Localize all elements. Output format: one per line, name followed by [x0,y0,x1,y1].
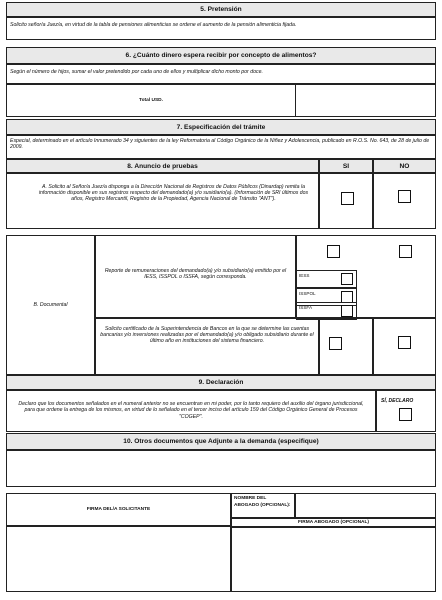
section-5-title: 5. Pretensión [200,6,242,13]
prueba-b1-si-checkbox[interactable] [327,245,340,258]
prueba-b2-no-cell [373,318,436,375]
tramite-text: Especial, determinado en el artículo Innumerado 34 y siguientes de la ley Reformatoria al Código Orgánico de la Niñez y Adolescencia, publicado en R.O.S. No. 643, de 28 de julio de 2009. [10,138,430,151]
firma-solicitante-field[interactable] [6,526,231,592]
section-9-header [6,375,436,390]
section-9-title: 9. Declaración [198,379,244,386]
prueba-b1-row [95,235,296,318]
prueba-a-row [6,173,319,229]
otros-documentos-field[interactable] [6,450,436,487]
total-row [6,84,436,117]
prueba-b1-no-checkbox[interactable] [399,245,412,258]
firma-abogado-label-cell [231,518,436,527]
prueba-b1-text: Reporte de remuneraciones del demandado(a) y/o subsidiario(a) emitido por el IESS, ISSPOL o ISSFA, según corresponda. [104,268,287,281]
firma-solicitante-label-cell [6,493,231,526]
prueba-b2-text: Solicito certificado de la Superintendencia de Bancos en la que se determine las cuentas bancarias y/o inversiones realizadas por el demandado(a) y/o obligado subsidiario durante el último año en instituciones del sistema financiero. [100,326,314,345]
section-6-title: 6. ¿Cuánto dinero espera recibir por concepto de alimentos? [125,52,317,59]
prueba-a-si-checkbox[interactable] [341,192,354,205]
option-isspol: ISSPOL [296,288,357,306]
documental-label: B. Documental [33,302,68,308]
section-10-title: 10. Otros documentos que Adjunte a la demanda (especifique) [123,438,319,445]
declaracion-text: Declaro que los documentos señalados en el numeral anterior no se encuentran en mi poder, por lo tanto requiero del auxilio del órgano jurisdiccional, para que ordene la entrega de los mismos, en virtud de lo señalado en el tercer inciso del artículo 159 del Código Orgánico General de Procesos "COGEP". [18,401,364,420]
firma-abogado-field[interactable] [231,527,436,592]
section-8-header [6,159,319,173]
total-usd-label: Total USD. [139,98,163,103]
col-si-header: SI [319,159,373,173]
section-7-header [6,119,436,135]
iess-checkbox[interactable] [341,273,353,285]
prueba-a-no-cell [373,173,436,229]
issfa-checkbox[interactable] [341,305,353,317]
declaro-cell [376,390,436,432]
section-10-header [6,433,436,450]
prueba-a-si-cell [319,173,373,229]
prueba-b2-si-checkbox[interactable] [329,337,342,350]
pretension-text: Solicito señor/a Juez/a, en virtud de la tabla de pensiones alimenticias se ordene el aumento de la pensión alimenticia fijada. [10,22,297,28]
section-7-body [6,135,436,159]
declaro-label: SÍ, DECLARO [381,398,414,404]
section-7-title: 7. Especificación del trámite [176,123,266,131]
section-8-title: 8. Anuncio de pruebas [127,162,198,170]
alimentos-instruction: Según el número de hijos, sumar el valor pretendido por cada uno de ellos y multiplicar dicho monto por doce. [10,69,263,75]
declaro-checkbox[interactable] [399,408,412,421]
section-5-header [6,2,436,17]
firma-abogado-label: FIRMA ABOGADO (OPCIONAL) [297,520,370,525]
section-6-header [6,47,436,64]
abogado-nombre-field[interactable] [295,493,436,518]
section-5-body [6,17,436,40]
prueba-b-label-cell [6,235,95,375]
option-iess: IESS [296,270,357,288]
prueba-a-text: A. Solicito al Señor/a Juez/a disponga a la Dirección Nacional de Registros de Datos Públicos (Dinardap) remita la información disponible en sus registros respecto del demandado(a) y/o susidiario(a). (Información de SRI últimos dos años, Registro Mercantil, Registro de la Propiedad, Agencia Nacional de Tránsito "ANT"). [38,184,309,203]
section-6-body [6,64,436,84]
prueba-b2-no-checkbox[interactable] [398,336,411,349]
firma-solicitante-label: FIRMA DEL/A SOLICITANTE [86,507,151,512]
abogado-nombre-label-cell [231,493,295,518]
prueba-b2-si-cell [319,318,373,375]
abogado-nombre-label: NOMBRE DEL ABOGADO (OPCIONAL): [234,496,291,508]
col-no-header: NO [373,159,436,173]
section-9-body [6,390,376,432]
prueba-b2-row [95,318,319,375]
total-usd-field[interactable] [297,85,435,116]
prueba-a-no-checkbox[interactable] [398,190,411,203]
option-issfa: ISSFA [296,302,357,320]
